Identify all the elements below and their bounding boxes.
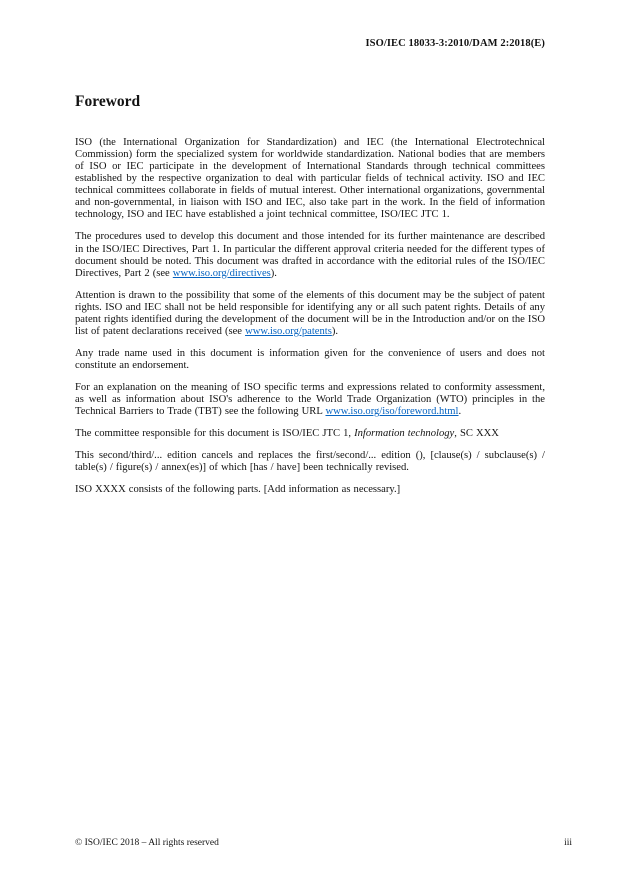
text-run: Attention is drawn to the possibility that some of the elements of this document may be the subject of patent rights. ISO and IEC shall not be held responsible for identifying any or all such patent rights. Details of any patent rights identified during the development of the document will be in the Introduction and/or on the ISO list of patent declarations received (see	[75, 289, 545, 337]
page-footer	[75, 838, 572, 848]
foreword-paragraph	[75, 348, 545, 372]
text-run: ).	[331, 325, 339, 337]
page-number: iii	[564, 838, 572, 848]
text-run: .	[458, 406, 462, 418]
document-reference-header: ISO/IEC 18033-3:2010/DAM 2:2018(E)	[365, 38, 545, 49]
text-run: , SC XXX	[454, 428, 499, 440]
text-run: ).	[270, 267, 277, 279]
hyperlink[interactable]: www.iso.org/directives	[172, 267, 271, 279]
page-title: Foreword	[75, 93, 141, 110]
text-run: ISO XXXX consists of the following parts. [Add information as necessary.]	[75, 484, 401, 496]
text-run: Any trade name used in this document is information given for the convenience of users and does not constitute an endorsement.	[75, 347, 545, 371]
foreword-paragraph	[75, 137, 545, 221]
foreword-paragraph	[75, 382, 545, 418]
italic-text-run: Information technology	[354, 428, 455, 440]
foreword-paragraph	[75, 450, 545, 474]
foreword-paragraph	[75, 231, 545, 279]
text-run: The procedures used to develop this document and those intended for its further maintenance are described in the ISO/IEC Directives, Part 1. In particular the different approval criteria needed for the different types of document should be noted. This document was drafted in accordance with the editorial rules of the ISO/IEC Directives, Part 2 (see	[75, 231, 545, 279]
hyperlink[interactable]: www.iso.org/iso/foreword.html	[325, 406, 459, 418]
foreword-paragraph	[75, 428, 545, 440]
text-run: The committee responsible for this document is ISO/IEC JTC 1,	[75, 428, 355, 440]
foreword-paragraph	[75, 484, 545, 496]
foreword-paragraph	[75, 290, 545, 338]
document-body	[75, 137, 545, 497]
text-run: ISO (the International Organization for Standardization) and IEC (the International Electrotechnical Commission) form the specialized system for worldwide standardization. National bodies that are members of ISO or IEC participate in the development of International Standards through technical committees established by the respective organization to deal with particular fields of technical activity. ISO and IEC technical committees collaborate in fields of mutual interest. Other international organizations, governmental and non-governmental, in liaison with ISO and IEC, also take part in the work. In the field of information technology, ISO and IEC have established a joint technical committee, ISO/IEC JTC 1.	[75, 137, 545, 221]
text-run: For an explanation on the meaning of ISO specific terms and expressions related to conformity assessment, as well as information about ISO's adherence to the World Trade Organization (WTO) principles in the Technical Barriers to Trade (TBT) see the following URL	[75, 382, 545, 418]
footer-copyright: © ISO/IEC 2018 – All rights reserved	[75, 838, 219, 848]
hyperlink[interactable]: www.iso.org/patents	[245, 325, 332, 337]
text-run: This second/third/... edition cancels and replaces the first/second/... edition (), [clause(s) / subclause(s) / table(s) / figure(s) / annex(es)] of which [has / have] been technically revised.	[75, 450, 545, 474]
